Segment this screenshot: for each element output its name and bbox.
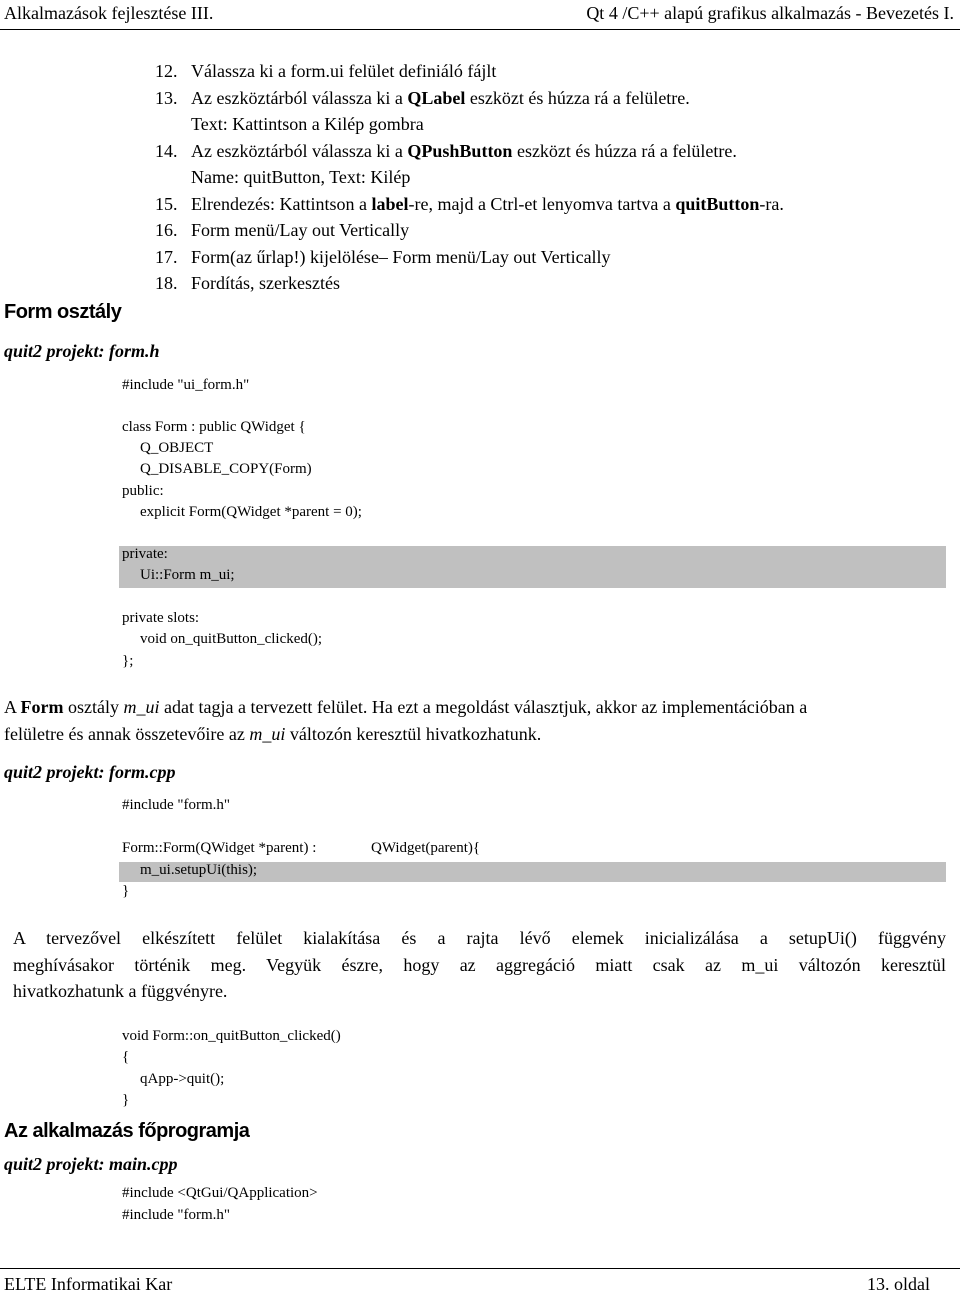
step-number: 18. [155,273,178,293]
step-text: -ra. [759,193,784,214]
step-text-bold: quitButton [675,193,760,214]
paragraph-line: meghívásakor történik meg. Vegyük észre, hogy az aggregáció miatt csak az m_ui változón keresztül [13,954,946,975]
code-line: } [122,883,130,899]
code-line: QWidget(parent){ [371,840,481,856]
header-rule [0,29,960,30]
code-line: qApp->quit(); [140,1071,225,1087]
step-continuation: Text: Kattintson a Kilép gombra [191,114,424,134]
paragraph-form-member [4,694,956,748]
paragraph-line: A tervezővel elkészített felület kialakítása és a rajta lévő elemek inicializálása a setupUi() függvény [13,928,946,948]
code-line: private slots: [122,610,200,626]
step-item [155,138,784,165]
text-bold: Form [20,697,64,717]
step-item [155,58,784,85]
step-item [155,85,784,112]
step-item [155,191,784,218]
footer-left: ELTE Informatikai Kar [4,1274,173,1294]
footer-rule [0,1268,960,1269]
step-text: eszközt és húzza rá a felületre. [465,87,690,108]
code-line: #include "form.h" [122,1207,231,1223]
code-line: Q_OBJECT [140,440,214,456]
subheading-form-cpp: quit2 projekt: form.cpp [4,762,176,782]
code-line: #include "ui_form.h" [122,377,250,393]
step-item [155,244,784,271]
code-line: void on_quitButton_clicked(); [140,631,323,647]
step-text-bold: label [371,193,409,214]
code-line: Form::Form(QWidget *parent) : [122,840,317,856]
steps-list [155,58,784,297]
code-line: m_ui.setupUi(this); [140,862,258,878]
text-run: felületre és annak összetevőire az [4,724,250,744]
step-number: 16. [155,220,178,240]
step-text: Form(az űrlap!) kijelölése– Form menü/Lay out Vertically [191,246,611,267]
code-line: }; [122,653,134,669]
step-text: Form menü/Lay out Vertically [191,220,410,240]
header-left: Alkalmazások fejlesztése III. [4,3,214,23]
step-text: Az eszköztárból válassza ki a [191,87,408,108]
code-highlight-band [119,546,946,588]
paragraph-setupui [13,925,946,1005]
code-line: { [122,1049,130,1065]
step-item [155,270,784,297]
code-line: #include "form.h" [122,797,231,813]
step-number: 14. [155,140,178,161]
code-line: private: [122,546,168,562]
subheading-main-cpp: quit2 projekt: main.cpp [4,1154,178,1174]
step-text: Fordítás, szerkesztés [191,273,340,293]
header-right: Qt 4 /C++ alapú grafikus alkalmazás - Bevezetés I. [586,3,954,23]
step-text-bold: QLabel [407,87,466,108]
text-run: változón keresztül hivatkozhatunk. [285,724,542,744]
step-item [155,217,784,244]
step-text: eszközt és húzza rá a felületre. [512,140,737,161]
step-text-bold: QPushButton [407,140,513,161]
step-text: Az eszköztárból válassza ki a [191,140,408,161]
code-line: public: [122,483,164,499]
text-run: A [4,697,21,717]
step-text: Elrendezés: Kattintson a [191,193,372,214]
step-continuation: Name: quitButton, Text: Kilép [191,167,411,187]
code-line: #include <QtGui/QApplication> [122,1185,318,1201]
footer-page-number: 13. oldal [867,1274,930,1294]
section-heading-main: Az alkalmazás főprogramja [4,1120,250,1142]
step-number: 13. [155,87,178,108]
code-line: class Form : public QWidget { [122,419,306,435]
code-line: } [122,1092,130,1108]
section-heading-form: Form osztály [4,301,122,323]
step-number: 15. [155,193,178,214]
text-run: adat tagja a tervezett felület. Ha ezt a megoldást választjuk, akkor az implementációban a [159,697,808,717]
code-line: explicit Form(QWidget *parent = 0); [140,504,362,520]
step-number: 17. [155,246,178,267]
code-line: void Form::on_quitButton_clicked() [122,1028,341,1044]
text-run: osztály [63,697,124,717]
step-text: -re, majd a Ctrl-et lenyomva tartva a [408,193,676,214]
text-italic: m_ui [123,697,160,717]
text-italic: m_ui [249,724,286,744]
code-line: Q_DISABLE_COPY(Form) [140,461,312,477]
code-line: Ui::Form m_ui; [140,567,235,583]
paragraph-line: hivatkozhatunk a függvényre. [13,981,228,1001]
step-number: 12. [155,61,178,81]
subheading-form-h: quit2 projekt: form.h [4,341,160,361]
step-text: Válassza ki a form.ui felület definiáló fájlt [191,61,497,81]
